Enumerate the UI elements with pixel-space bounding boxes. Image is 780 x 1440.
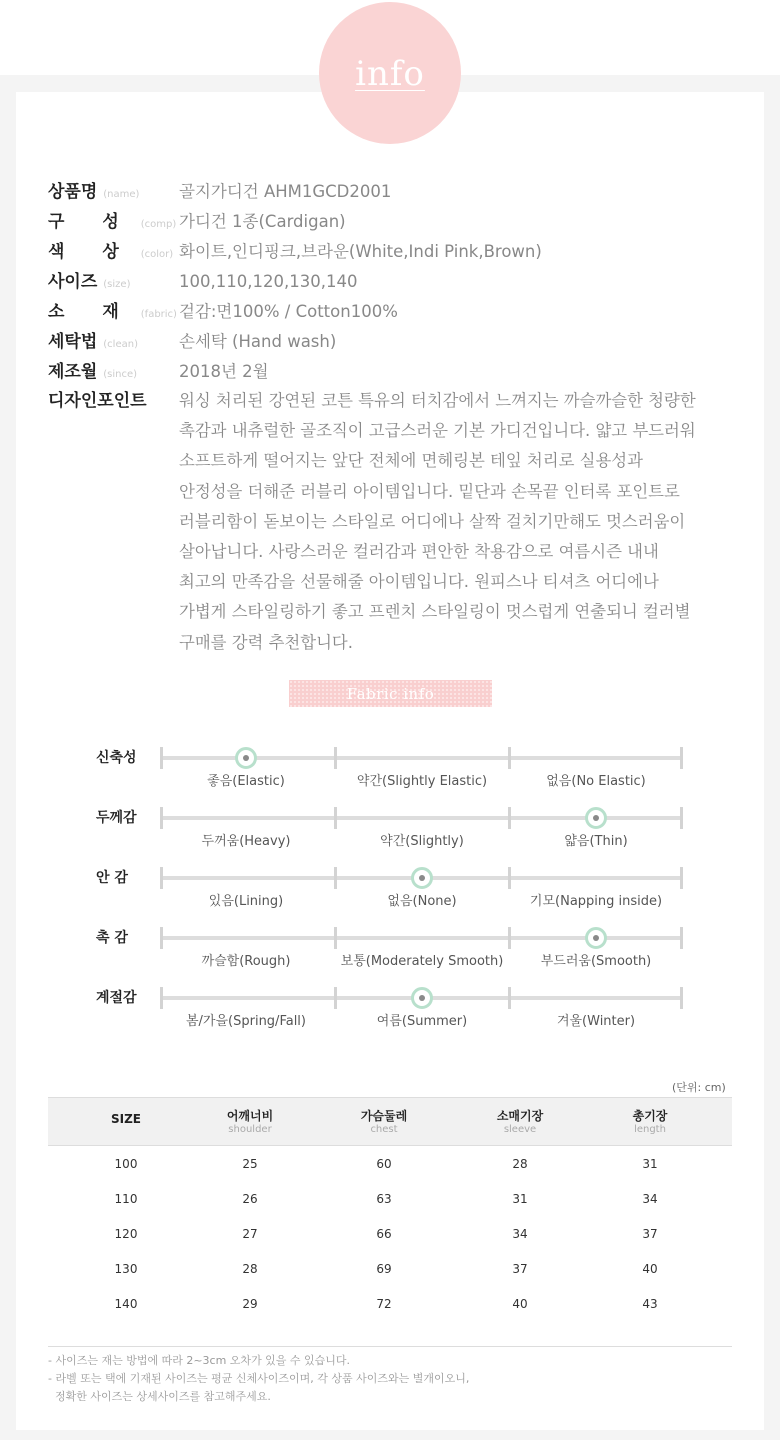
spec-label-sub: (fabric) xyxy=(140,309,177,320)
scale-tick xyxy=(334,807,337,829)
spec-value: 겉감:면100% / Cotton100% xyxy=(179,302,398,321)
selected-marker-icon xyxy=(411,987,433,1009)
spec-label-text: 제조월 xyxy=(48,362,98,382)
fabric-option-label: 겨울(Winter) xyxy=(556,1014,636,1029)
column-header xyxy=(319,1108,449,1136)
table-cell: 63 xyxy=(376,1192,392,1206)
table-cell: 31 xyxy=(512,1192,528,1206)
note-line: - 라벨 또는 택에 기재된 사이즈는 평균 신체사이즈이며, 각 상품 사이즈와는 별개이오니, xyxy=(48,1372,470,1385)
fabric-scale-track xyxy=(160,816,683,849)
selected-marker-icon xyxy=(585,807,607,829)
scale-tick xyxy=(508,927,511,949)
table-cell: 66 xyxy=(376,1227,392,1241)
scale-tick xyxy=(160,807,163,829)
scale-tick xyxy=(160,927,163,949)
spec-value: 가디건 1종(Cardigan) xyxy=(179,212,346,231)
fabric-option-label: 없음(No Elastic) xyxy=(546,774,646,789)
info-badge-text: info xyxy=(355,54,425,94)
table-row xyxy=(48,1147,732,1182)
column-header-label: SIZE xyxy=(110,1112,141,1126)
table-cell: 29 xyxy=(242,1297,258,1311)
table-cell: 72 xyxy=(376,1297,392,1311)
scale-tick xyxy=(160,867,163,889)
table-row xyxy=(48,1287,732,1322)
spec-value: 화이트,인디핑크,브라운(White,Indi Pink,Brown) xyxy=(179,242,542,261)
scale-tick xyxy=(508,807,511,829)
table-row xyxy=(48,1217,732,1252)
fabric-option-label: 있음(Lining) xyxy=(208,894,284,909)
column-header xyxy=(585,1108,715,1136)
table-cell: 40 xyxy=(512,1297,528,1311)
scale-tick xyxy=(334,867,337,889)
spec-label xyxy=(48,210,176,237)
spec-label xyxy=(48,300,177,327)
spec-label-sub: (color) xyxy=(140,249,174,260)
spec-value: 2018년 2월 xyxy=(179,362,269,381)
unit-label: (단위: cm) xyxy=(672,1081,726,1094)
column-header-label: 소매기장 xyxy=(496,1109,544,1123)
fabric-scale-track xyxy=(160,936,683,969)
table-cell: 28 xyxy=(512,1157,528,1171)
spec-label-sub: (size) xyxy=(103,279,131,290)
table-cell: 60 xyxy=(376,1157,392,1171)
fabric-row-label: 촉 감 xyxy=(96,930,128,946)
scale-tick xyxy=(508,987,511,1009)
spec-label xyxy=(48,330,138,357)
table-cell: 26 xyxy=(242,1192,258,1206)
fabric-option-label: 보통(Moderately Smooth) xyxy=(340,954,504,969)
fabric-option-label: 두꺼움(Heavy) xyxy=(201,834,291,849)
spec-value: 손세탁 (Hand wash) xyxy=(179,332,337,351)
column-header xyxy=(455,1108,585,1136)
spec-label xyxy=(48,180,139,207)
spec-label-text: 소 재 xyxy=(48,302,135,322)
table-cell: 25 xyxy=(242,1157,258,1171)
fabric-option-label: 부드러움(Smooth) xyxy=(540,954,652,969)
size-table-header xyxy=(48,1097,732,1146)
selected-marker-icon xyxy=(235,747,257,769)
table-row xyxy=(48,1252,732,1287)
fabric-row-label: 안 감 xyxy=(96,870,128,886)
spec-label-text: 색 상 xyxy=(48,242,135,262)
table-cell: 37 xyxy=(642,1227,658,1241)
scale-tick xyxy=(334,747,337,769)
column-header-label: 총기장 xyxy=(632,1109,668,1123)
table-row xyxy=(48,1182,732,1217)
table-cell: 37 xyxy=(512,1262,528,1276)
fabric-option-label: 약간(Slightly) xyxy=(380,834,464,849)
scale-tick xyxy=(508,747,511,769)
fabric-option-label: 기모(Napping inside) xyxy=(529,894,663,909)
fabric-scale-track xyxy=(160,876,683,909)
table-divider xyxy=(48,1346,732,1347)
column-header-label: 가슴둘레 xyxy=(360,1109,408,1123)
column-header xyxy=(61,1111,191,1127)
scale-tick xyxy=(680,747,683,769)
note-line: - 사이즈는 재는 방법에 따라 2~3cm 오차가 있을 수 있습니다. xyxy=(48,1354,351,1367)
spec-value: 골지가디건 AHM1GCD2001 xyxy=(179,182,392,201)
spec-label xyxy=(48,240,173,267)
scale-tick xyxy=(680,927,683,949)
design-point-label: 디자인포인트 xyxy=(48,391,147,411)
column-header xyxy=(185,1108,315,1136)
fabric-option-label: 없음(None) xyxy=(387,894,457,909)
info-badge xyxy=(319,2,461,144)
scale-tick xyxy=(160,747,163,769)
scale-tick xyxy=(160,987,163,1009)
spec-label-text: 구 성 xyxy=(48,212,135,232)
fabric-option-label: 좋음(Elastic) xyxy=(207,774,285,789)
column-header-sub: chest xyxy=(370,1124,398,1135)
scale-tick xyxy=(508,867,511,889)
fabric-option-label: 약간(Slightly Elastic) xyxy=(356,774,488,789)
spec-label-text: 사이즈 xyxy=(48,272,98,292)
spec-value: 100,110,120,130,140 xyxy=(179,272,358,291)
table-cell: 43 xyxy=(642,1297,658,1311)
table-cell: 140 xyxy=(114,1297,138,1311)
selected-marker-icon xyxy=(411,867,433,889)
scale-tick xyxy=(334,927,337,949)
spec-label-sub: (since) xyxy=(103,369,138,380)
scale-tick xyxy=(334,987,337,1009)
fabric-option-label: 까슬함(Rough) xyxy=(201,954,291,969)
spec-label-sub: (comp) xyxy=(140,219,177,230)
note-line: 정확한 사이즈는 상세사이즈를 참고해주세요. xyxy=(48,1390,271,1403)
column-header-sub: length xyxy=(634,1124,666,1135)
fabric-row-label: 신축성 xyxy=(96,750,137,766)
table-cell: 100 xyxy=(114,1157,138,1171)
fabric-row-label: 계절감 xyxy=(96,990,137,1006)
table-cell: 69 xyxy=(376,1262,392,1276)
fabric-info-title: Fabric info xyxy=(346,684,435,703)
column-header-sub: shoulder xyxy=(228,1124,272,1135)
fabric-option-label: 여름(Summer) xyxy=(376,1014,468,1029)
table-cell: 31 xyxy=(642,1157,658,1171)
table-cell: 34 xyxy=(642,1192,658,1206)
fabric-row xyxy=(0,990,780,1056)
scale-tick xyxy=(680,987,683,1009)
scale-tick xyxy=(680,807,683,829)
table-cell: 120 xyxy=(114,1227,138,1241)
spec-label-text: 상품명 xyxy=(48,182,98,202)
selected-marker-icon xyxy=(585,927,607,949)
spec-label-sub: (clean) xyxy=(103,339,138,350)
fabric-option-label: 얇음(Thin) xyxy=(564,834,628,849)
spec-label-sub: (name) xyxy=(103,189,140,200)
spec-label xyxy=(48,270,130,297)
column-header-sub: sleeve xyxy=(503,1124,537,1135)
scale-tick xyxy=(680,867,683,889)
fabric-row-label: 두께감 xyxy=(96,810,137,826)
fabric-info-banner xyxy=(289,680,492,707)
table-cell: 34 xyxy=(512,1227,528,1241)
table-cell: 27 xyxy=(242,1227,258,1241)
table-cell: 130 xyxy=(114,1262,138,1276)
spec-label xyxy=(48,360,137,387)
fabric-scale-track xyxy=(160,756,683,789)
fabric-option-label: 봄/가을(Spring/Fall) xyxy=(185,1014,306,1029)
column-header-label: 어깨너비 xyxy=(226,1109,274,1123)
table-cell: 110 xyxy=(114,1192,138,1206)
design-point-text: 워싱 처리된 강연된 코튼 특유의 터치감에서 느껴지는 까슬까슬한 청량한 촉감과 내츄럴한 골조직이 고급스러운 기본 가디건입니다. 얇고 부드러워 소프트하게 떨어지는 앞단 전체에 면헤링본 테잎 처리로 실용성과 안정성을 더해준 러블리 아이템입니다. 밑단과 손목끝 인터록 포인트로 러블리함이 돋보이는 스타일로 어디에나 살짝 걸치기만해도 멋스러움이 살아납니다. 사랑스러운 컬러감과 편안한 착용감으로 여름시즌 내내 최고의 만족감을 선물해줄 아이템입니다. 원피스나 티셔츠 어디에나 가볍게 스타일링하기 좋고 프렌치 스타일링이 멋스럽게 연출되니 컬러별 구매를 강력 추천합니다. xyxy=(179,391,696,652)
spec-label-text: 세탁법 xyxy=(48,332,98,352)
fabric-scale-track xyxy=(160,996,683,1029)
table-cell: 28 xyxy=(242,1262,258,1276)
table-cell: 40 xyxy=(642,1262,658,1276)
